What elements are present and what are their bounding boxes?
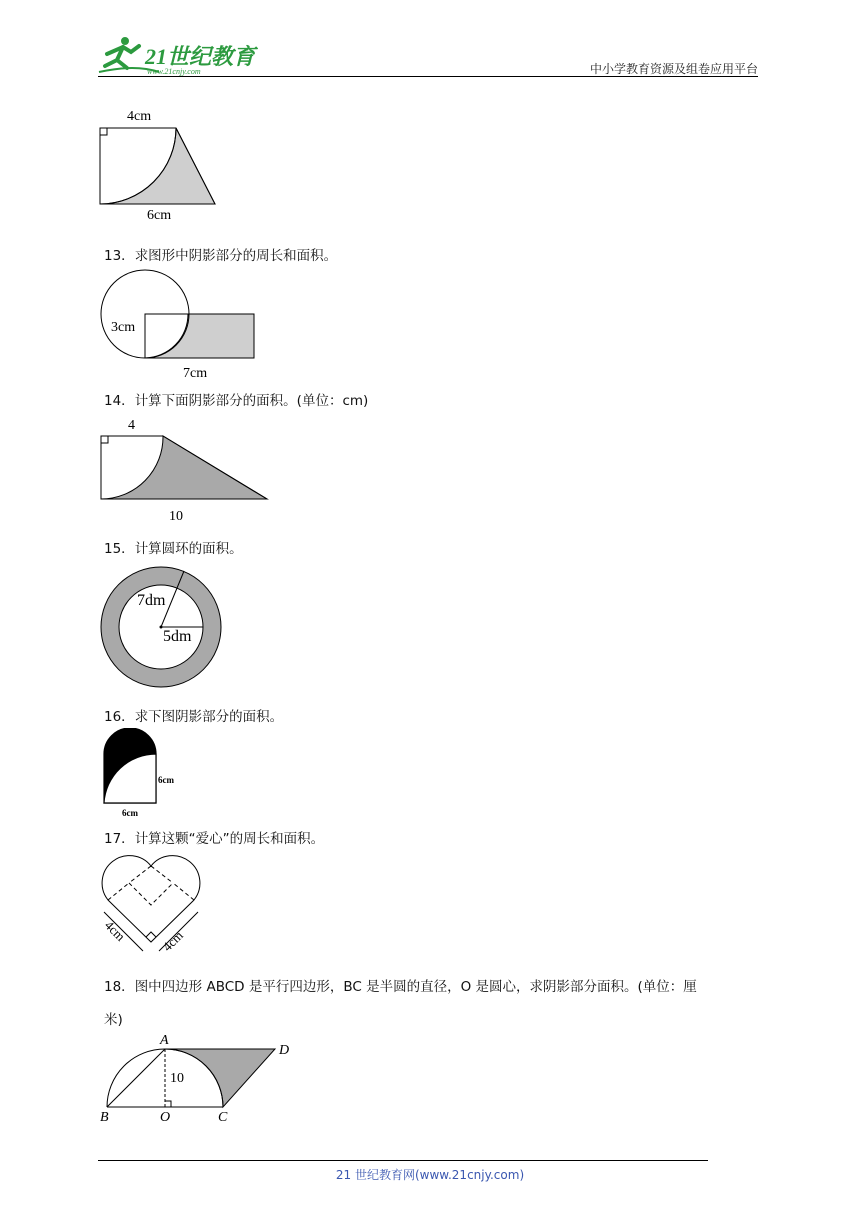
question-18-cont: 米) (104, 1012, 123, 1028)
fig16-bottom-label: 6cm (122, 808, 138, 818)
question-16: 16．求下图阴影部分的面积。 (104, 709, 284, 725)
figure-12 (95, 104, 225, 224)
question-13: 13．求图形中阴影部分的周长和面积。 (104, 248, 338, 264)
fig17-right-label: 4cm (159, 927, 186, 955)
fig14-top-label: 4 (128, 418, 135, 433)
header-tagline: 中小学教育资源及组卷应用平台 (589, 62, 758, 76)
fig18-label-B: B (100, 1110, 109, 1125)
figure-14 (95, 412, 275, 527)
fig18-label-C: C (218, 1110, 228, 1125)
fig13-bottom-label: 7cm (183, 366, 208, 381)
site-logo (95, 34, 265, 80)
question-18: 18．图中四边形 ABCD 是平行四边形，BC 是半圆的直径，O 是圆心，求阴影部分面积。(单位：厘 (104, 979, 697, 995)
fig18-label-D: D (279, 1043, 290, 1058)
question-15: 15．计算圆环的面积。 (104, 541, 243, 557)
figure-15 (95, 562, 235, 697)
figure-17 (96, 850, 216, 962)
question-17: 17．计算这颗“爱心”的周长和面积。 (104, 831, 325, 847)
footer-divider (98, 1160, 708, 1161)
fig17-left-label: 4cm (101, 917, 129, 944)
fig13-left-label: 3cm (111, 320, 136, 335)
fig12-bottom-label: 6cm (147, 208, 172, 223)
brand-text: 21世纪教育 (145, 44, 256, 69)
fig18-label-O: O (160, 1110, 171, 1125)
figure-18 (97, 1032, 297, 1127)
fig12-top-label: 4cm (127, 109, 152, 124)
fig16-side-label: 6cm (158, 775, 174, 785)
figure-16 (98, 728, 188, 823)
fig15-outer-label: 7dm (137, 592, 166, 609)
fig18-height-label: 10 (170, 1071, 184, 1086)
question-14: 14．计算下面阴影部分的面积。(单位：cm) (104, 393, 369, 409)
header-divider (98, 76, 758, 77)
figure-13 (95, 266, 265, 381)
fig18-label-A: A (160, 1033, 169, 1048)
footer-text[interactable]: 21 世纪教育网(www.21cnjy.com) (335, 1168, 525, 1182)
brand-url: www.21cnjy.com (147, 67, 201, 76)
fig14-bottom-label: 10 (169, 509, 183, 524)
fig15-inner-label: 5dm (163, 628, 192, 645)
